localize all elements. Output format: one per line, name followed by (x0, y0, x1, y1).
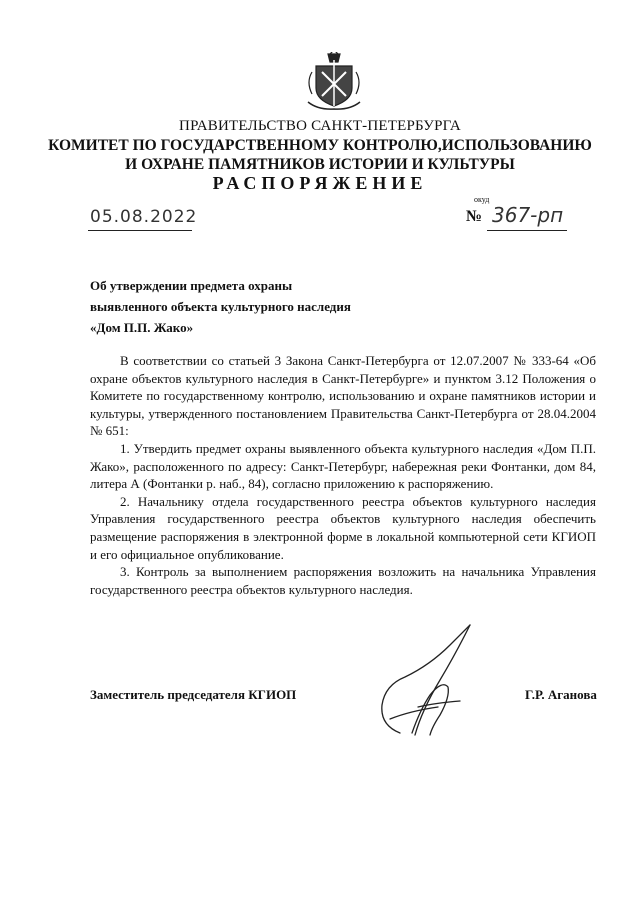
body-item-2: 2. Начальнику отдела государственного реестра объектов культурного наследия Управления государственного реестра объектов культурного наследия обеспечить размещение распоряжения в электронной форме в локальной компьютерной сети КГИОП и его официальное опубликование. (90, 493, 596, 562)
body-item-3: 3. Контроль за выполнением распоряжения возложить на начальника Управления государственного реестра объектов культурного наследия. (90, 564, 596, 597)
subject-line3: «Дом П.П. Жако» (90, 320, 194, 335)
body-intro: В соответствии со статьей 3 Закона Санкт-Петербурга от 12.07.2007 № 333-64 «Об охране объектов культурного наследия в Санкт-Петербурге» и пунктом 3.12 Положения о Комитете по государственному контролю, использованию и охране памятников истории и культуры, утвержденного постановлением Правительства Санкт-Петербурга от 28.04.2004 № 651: (90, 353, 596, 439)
document-body (90, 352, 596, 598)
okud-label: окуд (474, 195, 490, 204)
subject-line1: Об утверждении предмета охраны (90, 278, 293, 293)
committee-title-line1: КОМИТЕТ ПО ГОСУДАРСТВЕННОМУ КОНТРОЛЮ,ИСПОЛЬЗОВАНИЮ (48, 137, 592, 154)
document-type: РАСПОРЯЖЕНИЕ (212, 173, 428, 193)
coat-of-arms-icon (302, 52, 366, 112)
number-underline (487, 230, 567, 231)
document-number: 367-рп (492, 203, 564, 227)
signature-icon (360, 615, 490, 745)
document-date: 05.08.2022 (90, 207, 198, 227)
body-item-1: 1. Утвердить предмет охраны выявленного объекта культурного наследия «Дом П.П. Жако», расположенного по адресу: Санкт-Петербург, набережная реки Фонтанки, дом 84, литера А (Фонтанки р. наб., 84), согласно приложению к распоряжению. (90, 440, 596, 492)
subject-line2: выявленного объекта культурного наследия (90, 299, 351, 314)
signer-name: Г.Р. Аганова (525, 687, 597, 702)
number-label: № (466, 208, 483, 225)
signer-position: Заместитель председателя КГИОП (90, 687, 297, 702)
date-underline (88, 230, 192, 231)
committee-title-line2: И ОХРАНЕ ПАМЯТНИКОВ ИСТОРИИ И КУЛЬТУРЫ (125, 156, 515, 173)
document-subject (90, 275, 351, 338)
government-title: ПРАВИТЕЛЬСТВО САНКТ-ПЕТЕРБУРГА (179, 118, 461, 134)
committee-title (0, 136, 640, 174)
